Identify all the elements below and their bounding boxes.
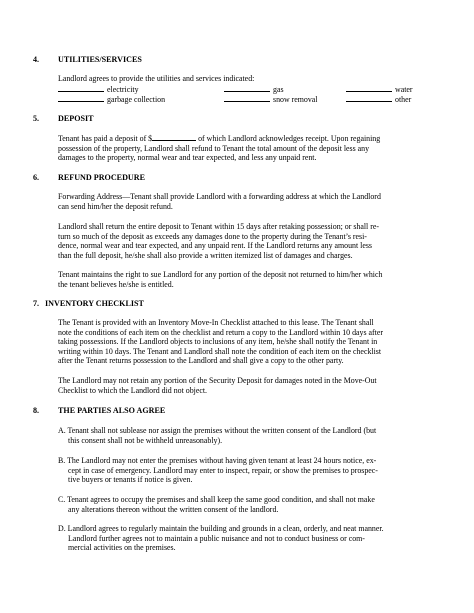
utility-water <box>346 84 413 95</box>
deposit-line-3: damages to the property, normal wear and tear expected, and less any unpaid rent. <box>58 153 317 163</box>
section-number: 8. <box>33 406 40 415</box>
section-title: UTILITIES/SERVICES <box>58 55 142 64</box>
item-letter: A. <box>58 426 66 435</box>
item-line: Landlord further agrees not to maintain a public nuisance and not to conduct business or com- <box>68 533 365 543</box>
section-title: INVENTORY CHECKLIST <box>45 299 144 308</box>
item-text: The Landlord may not enter the premises without having given tenant at least 24 hours notice, ex- <box>67 456 377 465</box>
deposit-line-2: possession of the property, Landlord shall refund to Tenant the total amount of the deposit less any <box>58 143 370 153</box>
item-text: Landlord agrees to regularly maintain the building and grounds in a clean, orderly, and neat manner. <box>67 524 384 533</box>
utility-snow-removal <box>224 94 318 105</box>
refund-paragraph-2 <box>58 222 448 260</box>
deposit-text: Tenant has paid a deposit of $ <box>58 134 153 143</box>
utility-garbage-collection <box>58 94 165 105</box>
item-letter: C. <box>58 495 66 504</box>
item-text: Tenant agrees to occupy the premises and shall keep the same good condition, and shall not make <box>67 495 375 504</box>
agreement-item-d <box>58 524 448 553</box>
item-line: tive buyers or tenants if notice is given. <box>68 475 193 485</box>
utility-checkbox-line[interactable] <box>58 84 104 92</box>
deposit-amount-field[interactable] <box>152 133 196 141</box>
refund-paragraph-3 <box>58 270 448 289</box>
section-title: THE PARTIES ALSO AGREE <box>58 406 166 415</box>
section-title: DEPOSIT <box>58 114 94 123</box>
paragraph-line: can send him/her the deposit refund. <box>58 201 173 211</box>
paragraph-line: dence, normal wear and tear expected, and any unpaid rent. If the Landlord returns any amount less <box>58 241 372 251</box>
inventory-paragraph-1 <box>58 318 448 366</box>
section-number: 5. <box>33 114 40 123</box>
item-line: this consent shall not be withheld unreasonably). <box>68 435 223 445</box>
paragraph-line: Forwarding Address—Tenant shall provide Landlord with a forwarding address at which the Landlord <box>58 192 381 201</box>
paragraph-line: than the full deposit, he/she shall also provide a written itemized list of damages and charges. <box>58 250 353 260</box>
deposit-line-1 <box>58 133 448 144</box>
section-number: 7. <box>33 299 40 308</box>
item-text: Tenant shall not sublease nor assign the premises without the written consent of the Landlord (but <box>67 426 377 435</box>
item-line: any alterations thereon without the written consent of the landlord. <box>68 504 279 514</box>
paragraph-line: note the conditions of each item on the checklist and return a copy to the Landlord within 10 days after <box>58 327 383 337</box>
utility-other <box>346 94 411 105</box>
utility-gas <box>224 84 284 95</box>
utility-checkbox-line[interactable] <box>346 84 392 92</box>
item-line <box>58 426 448 436</box>
paragraph-line: after the Tenant returns possession to the Landlord and shall give a copy to the other party. <box>58 356 344 366</box>
paragraph-line: Landlord shall return the entire deposit to Tenant within 15 days after retaking possession; or shall re- <box>58 222 379 231</box>
utility-label: gas <box>273 85 284 94</box>
utility-label: other <box>395 95 412 104</box>
deposit-text: of which Landlord acknowledges receipt. Upon regaining <box>196 134 381 143</box>
agreement-item-b <box>58 456 448 485</box>
item-line <box>58 524 448 534</box>
item-line: cept in case of emergency. Landlord may enter to inspect, repair, or show the premises to prospec- <box>68 465 378 475</box>
inventory-paragraph-2 <box>58 376 448 395</box>
paragraph-line: the tenant believes he/she is entitled. <box>58 279 174 289</box>
item-letter: D. <box>58 524 66 533</box>
utility-label: snow removal <box>273 95 318 104</box>
refund-paragraph-1 <box>58 192 448 211</box>
deposit-paragraph <box>58 133 448 163</box>
paragraph-line: The Landlord may not retain any portion of the Security Deposit for damages noted in the Move-Out <box>58 376 377 385</box>
item-line <box>58 456 448 466</box>
section-title: REFUND PROCEDURE <box>58 173 146 182</box>
utility-checkbox-line[interactable] <box>224 94 270 102</box>
utilities-intro <box>58 74 448 84</box>
utility-label: electricity <box>107 85 139 94</box>
paragraph-line: writing within 10 days. The Tenant and Landlord shall note the condition of each item on the checklist <box>58 346 382 356</box>
section-number: 4. <box>33 55 40 64</box>
agreement-item-a <box>58 426 448 445</box>
item-line <box>58 495 448 505</box>
paragraph-line: Tenant maintains the right to sue Landlord for any portion of the deposit not returned to him/her which <box>58 270 383 279</box>
utility-electricity <box>58 84 139 95</box>
paragraph-line: Checklist to which the Landlord did not object. <box>58 385 208 395</box>
utility-label: water <box>395 85 413 94</box>
item-letter: B. <box>58 456 66 465</box>
item-line: mercial activities on the premises. <box>68 543 176 553</box>
paragraph-line: The Tenant is provided with an Inventory Move-In Checklist attached to this lease. The Tenant shall <box>58 318 374 327</box>
utility-label: garbage collection <box>107 95 166 104</box>
agreement-item-c <box>58 495 448 514</box>
paragraph-line: turn so much of the deposit as exceeds any damages done to the property during the Tenant’s resi- <box>58 231 367 241</box>
paragraph-line: taking possessions. If the Landlord objects to inclusions of any item, he/she shall notify the Tenant in <box>58 337 378 347</box>
utilities-intro-text: Landlord agrees to provide the utilities and services indicated: <box>58 74 255 83</box>
utilities-row-1 <box>58 84 448 94</box>
utility-checkbox-line[interactable] <box>224 84 270 92</box>
utilities-row-2 <box>58 94 448 104</box>
utility-checkbox-line[interactable] <box>58 94 104 102</box>
section-number: 6. <box>33 173 40 182</box>
utility-checkbox-line[interactable] <box>346 94 392 102</box>
